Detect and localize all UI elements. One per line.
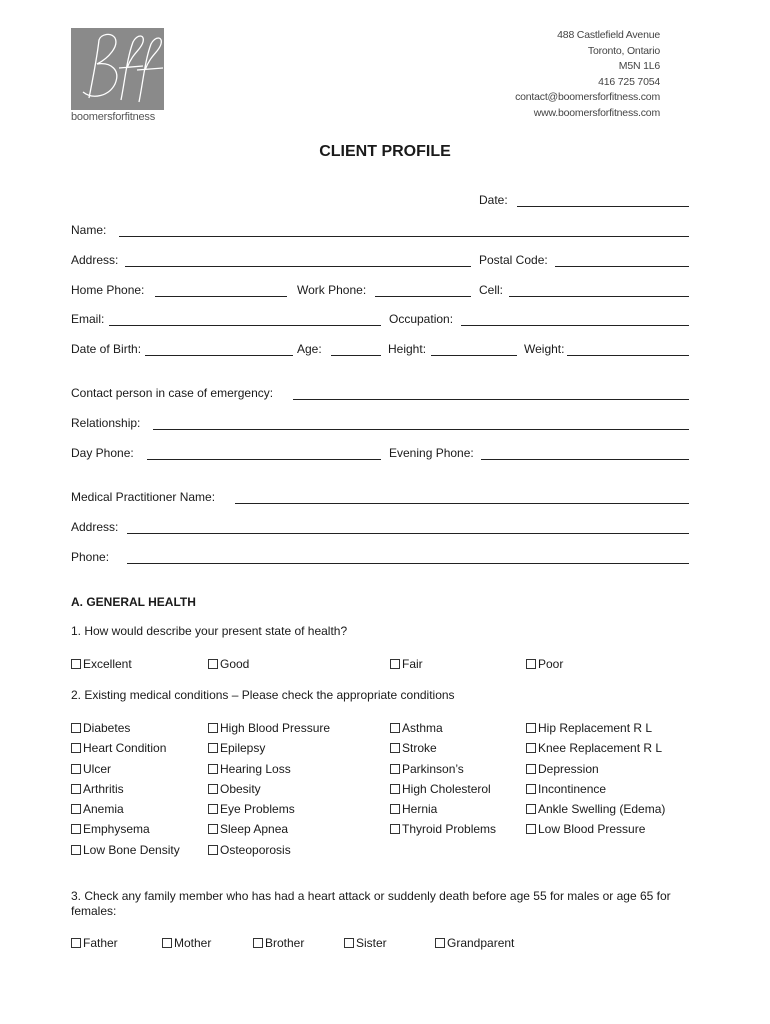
checkbox-icon[interactable] — [71, 845, 81, 855]
relationship-label: Relationship: — [71, 416, 141, 430]
condition-label: Low Blood Pressure — [538, 822, 646, 836]
age-label: Age: — [297, 342, 322, 356]
condition-label: Incontinence — [538, 782, 607, 796]
condition-sleep-apnea[interactable] — [208, 822, 288, 836]
condition-stroke[interactable] — [390, 741, 437, 755]
email-field[interactable] — [109, 325, 381, 326]
checkbox-icon[interactable] — [208, 824, 218, 834]
row-medical-phone — [71, 550, 689, 568]
contact-email: contact@boomersforfitness.com — [515, 91, 660, 104]
family-label: Father — [83, 936, 118, 950]
relationship-field[interactable] — [153, 429, 689, 430]
condition-thyroid-problems[interactable] — [390, 822, 496, 836]
row-dob — [71, 342, 689, 360]
condition-ankle-swelling[interactable] — [526, 802, 665, 816]
condition-low-blood-pressure[interactable] — [526, 822, 645, 836]
cell-field[interactable] — [509, 296, 689, 297]
contact-website: www.boomersforfitness.com — [533, 106, 660, 119]
contact-phone: 416 725 7054 — [598, 75, 660, 88]
contact-street: 488 Castlefield Avenue — [557, 29, 660, 41]
postal-code-field[interactable] — [555, 266, 689, 267]
checkbox-icon[interactable] — [526, 659, 536, 669]
condition-label: Hip Replacement R L — [538, 721, 653, 735]
day-phone-label: Day Phone: — [71, 446, 134, 460]
checkbox-icon[interactable] — [390, 824, 400, 834]
condition-label: Hearing Loss — [220, 762, 291, 776]
work-phone-label: Work Phone: — [297, 283, 367, 297]
family-label: Grandparent — [447, 936, 515, 950]
checkbox-icon[interactable] — [435, 938, 445, 948]
checkbox-icon[interactable] — [526, 743, 536, 753]
question-1: 1. How would describe your present state of health? — [71, 624, 348, 638]
condition-hearing-loss[interactable] — [208, 762, 291, 776]
family-grandparent[interactable] — [435, 936, 514, 950]
question-2: 2. Existing medical conditions – Please check the appropriate conditions — [71, 688, 455, 702]
row-email — [71, 312, 689, 330]
email-label: Email: — [71, 312, 105, 326]
condition-label: Ankle Swelling (Edema) — [538, 802, 666, 816]
option-label: Fair — [402, 657, 423, 671]
medical-address-label: Address: — [71, 520, 119, 534]
checkbox-icon[interactable] — [526, 784, 536, 794]
condition-emphysema[interactable] — [71, 822, 150, 836]
row-address — [71, 253, 689, 271]
question-3: 3. Check any family member who has had a heart attack or suddenly death before age 55 for males or age 65 for females: — [71, 889, 671, 918]
height-label: Height: — [388, 342, 427, 356]
condition-label: Eye Problems — [220, 802, 295, 816]
checkbox-icon[interactable] — [71, 764, 81, 774]
condition-incontinence[interactable] — [526, 782, 606, 796]
medical-address-field[interactable] — [127, 533, 689, 534]
emergency-contact-label: Contact person in case of emergency: — [71, 386, 274, 400]
emergency-contact-field[interactable] — [293, 399, 689, 400]
medical-phone-field[interactable] — [127, 563, 689, 564]
condition-high-blood-pressure[interactable] — [208, 721, 330, 735]
option-fair[interactable] — [390, 657, 423, 671]
checkbox-icon[interactable] — [71, 938, 81, 948]
condition-parkinsons[interactable] — [390, 762, 464, 776]
condition-low-bone-density[interactable] — [71, 843, 180, 857]
medical-phone-label: Phone: — [71, 550, 110, 564]
condition-label: Sleep Apnea — [220, 822, 289, 836]
family-label: Sister — [356, 936, 387, 950]
condition-label: Osteoporosis — [220, 843, 291, 857]
row-date — [71, 193, 689, 211]
contact-city: Toronto, Ontario — [587, 44, 660, 57]
family-label: Brother — [265, 936, 305, 950]
name-field[interactable] — [119, 236, 689, 237]
checkbox-icon[interactable] — [390, 804, 400, 814]
checkbox-icon[interactable] — [71, 723, 81, 733]
condition-label: Low Bone Density — [83, 843, 180, 857]
checkbox-icon[interactable] — [208, 784, 218, 794]
condition-label: Stroke — [402, 741, 437, 755]
family-father[interactable] — [71, 936, 118, 950]
contact-block — [515, 28, 660, 122]
checkbox-icon[interactable] — [526, 764, 536, 774]
logo-wordmark: boomersforfitness — [71, 111, 156, 123]
condition-label: High Cholesterol — [402, 782, 491, 796]
condition-hip-replacement[interactable] — [526, 721, 652, 735]
condition-label: Ulcer — [83, 762, 112, 776]
evening-phone-field[interactable] — [481, 459, 689, 460]
condition-label: Parkinson’s — [402, 762, 464, 776]
condition-label: Depression — [538, 762, 599, 776]
checkbox-icon[interactable] — [208, 764, 218, 774]
medical-practitioner-field[interactable] — [235, 503, 689, 504]
condition-osteoporosis[interactable] — [208, 843, 291, 857]
checkbox-icon[interactable] — [344, 938, 354, 948]
family-label: Mother — [174, 936, 212, 950]
option-label: Excellent — [83, 657, 132, 671]
address-field[interactable] — [125, 266, 471, 267]
home-phone-label: Home Phone: — [71, 283, 145, 297]
checkbox-icon[interactable] — [526, 804, 536, 814]
condition-knee-replacement[interactable] — [526, 741, 662, 755]
row-medical-practitioner — [71, 490, 689, 508]
condition-eye-problems[interactable] — [208, 802, 295, 816]
condition-label: Knee Replacement R L — [538, 741, 663, 755]
family-mother[interactable] — [162, 936, 211, 950]
checkbox-icon[interactable] — [71, 743, 81, 753]
contact-postal: M5N 1L6 — [618, 60, 660, 73]
condition-label: Emphysema — [83, 822, 150, 836]
home-phone-field[interactable] — [155, 296, 287, 297]
checkbox-icon[interactable] — [390, 764, 400, 774]
checkbox-icon[interactable] — [208, 723, 218, 733]
day-phone-field[interactable] — [147, 459, 381, 460]
checkbox-icon[interactable] — [208, 845, 218, 855]
row-relationship — [71, 416, 689, 434]
condition-high-cholesterol[interactable] — [390, 782, 491, 796]
general-health-heading: A. GENERAL HEALTH — [71, 595, 196, 609]
option-poor[interactable] — [526, 657, 563, 671]
option-good[interactable] — [208, 657, 249, 671]
page-title: CLIENT PROFILE — [319, 143, 451, 160]
occupation-field[interactable] — [461, 325, 689, 326]
checkbox-icon[interactable] — [71, 804, 81, 814]
checkbox-icon[interactable] — [208, 804, 218, 814]
name-label: Name: — [71, 223, 107, 237]
work-phone-field[interactable] — [375, 296, 471, 297]
weight-field[interactable] — [567, 355, 689, 356]
option-label: Good — [220, 657, 250, 671]
row-phones — [71, 283, 689, 301]
dob-field[interactable] — [145, 355, 293, 356]
date-field[interactable] — [517, 206, 689, 207]
condition-label: Diabetes — [83, 721, 131, 735]
condition-label: Obesity — [220, 782, 261, 796]
condition-anemia[interactable] — [71, 802, 124, 816]
cell-label: Cell: — [479, 283, 504, 297]
option-label: Poor — [538, 657, 564, 671]
condition-label: Heart Condition — [83, 741, 167, 755]
logo-monogram — [71, 28, 164, 110]
date-label: Date: — [479, 193, 508, 207]
checkbox-icon[interactable] — [208, 659, 218, 669]
dob-label: Date of Birth: — [71, 342, 142, 356]
condition-arthritis[interactable] — [71, 782, 124, 796]
checkbox-icon[interactable] — [390, 784, 400, 794]
postal-code-label: Postal Code: — [479, 253, 548, 267]
checkbox-icon[interactable] — [526, 723, 536, 733]
medical-practitioner-label: Medical Practitioner Name: — [71, 490, 216, 504]
family-brother[interactable] — [253, 936, 304, 950]
condition-label: Epilepsy — [220, 741, 266, 755]
row-medical-address — [71, 520, 689, 538]
condition-ulcer[interactable] — [71, 762, 111, 776]
checkbox-icon[interactable] — [390, 723, 400, 733]
family-sister[interactable] — [344, 936, 387, 950]
row-emergency-phones — [71, 446, 689, 464]
checkbox-icon[interactable] — [71, 784, 81, 794]
checkbox-icon[interactable] — [162, 938, 172, 948]
checkbox-icon[interactable] — [208, 743, 218, 753]
row-name — [71, 223, 689, 241]
row-emergency-contact — [71, 386, 689, 404]
condition-depression[interactable] — [526, 762, 599, 776]
condition-label: Anemia — [83, 802, 124, 816]
occupation-label: Occupation: — [389, 312, 454, 326]
height-field[interactable] — [431, 355, 517, 356]
checkbox-icon[interactable] — [526, 824, 536, 834]
checkbox-icon[interactable] — [390, 659, 400, 669]
checkbox-icon[interactable] — [253, 938, 263, 948]
condition-asthma[interactable] — [390, 721, 443, 735]
condition-label: Hernia — [402, 802, 438, 816]
condition-label: Asthma — [402, 721, 443, 735]
condition-hernia[interactable] — [390, 802, 437, 816]
option-excellent[interactable] — [71, 657, 132, 671]
evening-phone-label: Evening Phone: — [389, 446, 474, 460]
checkbox-icon[interactable] — [390, 743, 400, 753]
condition-label: High Blood Pressure — [220, 721, 331, 735]
address-label: Address: — [71, 253, 119, 267]
condition-label: Arthritis — [83, 782, 124, 796]
weight-label: Weight: — [524, 342, 565, 356]
condition-epilepsy[interactable] — [208, 741, 265, 755]
checkbox-icon[interactable] — [71, 659, 81, 669]
logo — [71, 28, 164, 123]
condition-heart-condition[interactable] — [71, 741, 166, 755]
condition-obesity[interactable] — [208, 782, 261, 796]
condition-label: Thyroid Problems — [402, 822, 497, 836]
checkbox-icon[interactable] — [71, 824, 81, 834]
age-field[interactable] — [331, 355, 381, 356]
condition-diabetes[interactable] — [71, 721, 130, 735]
